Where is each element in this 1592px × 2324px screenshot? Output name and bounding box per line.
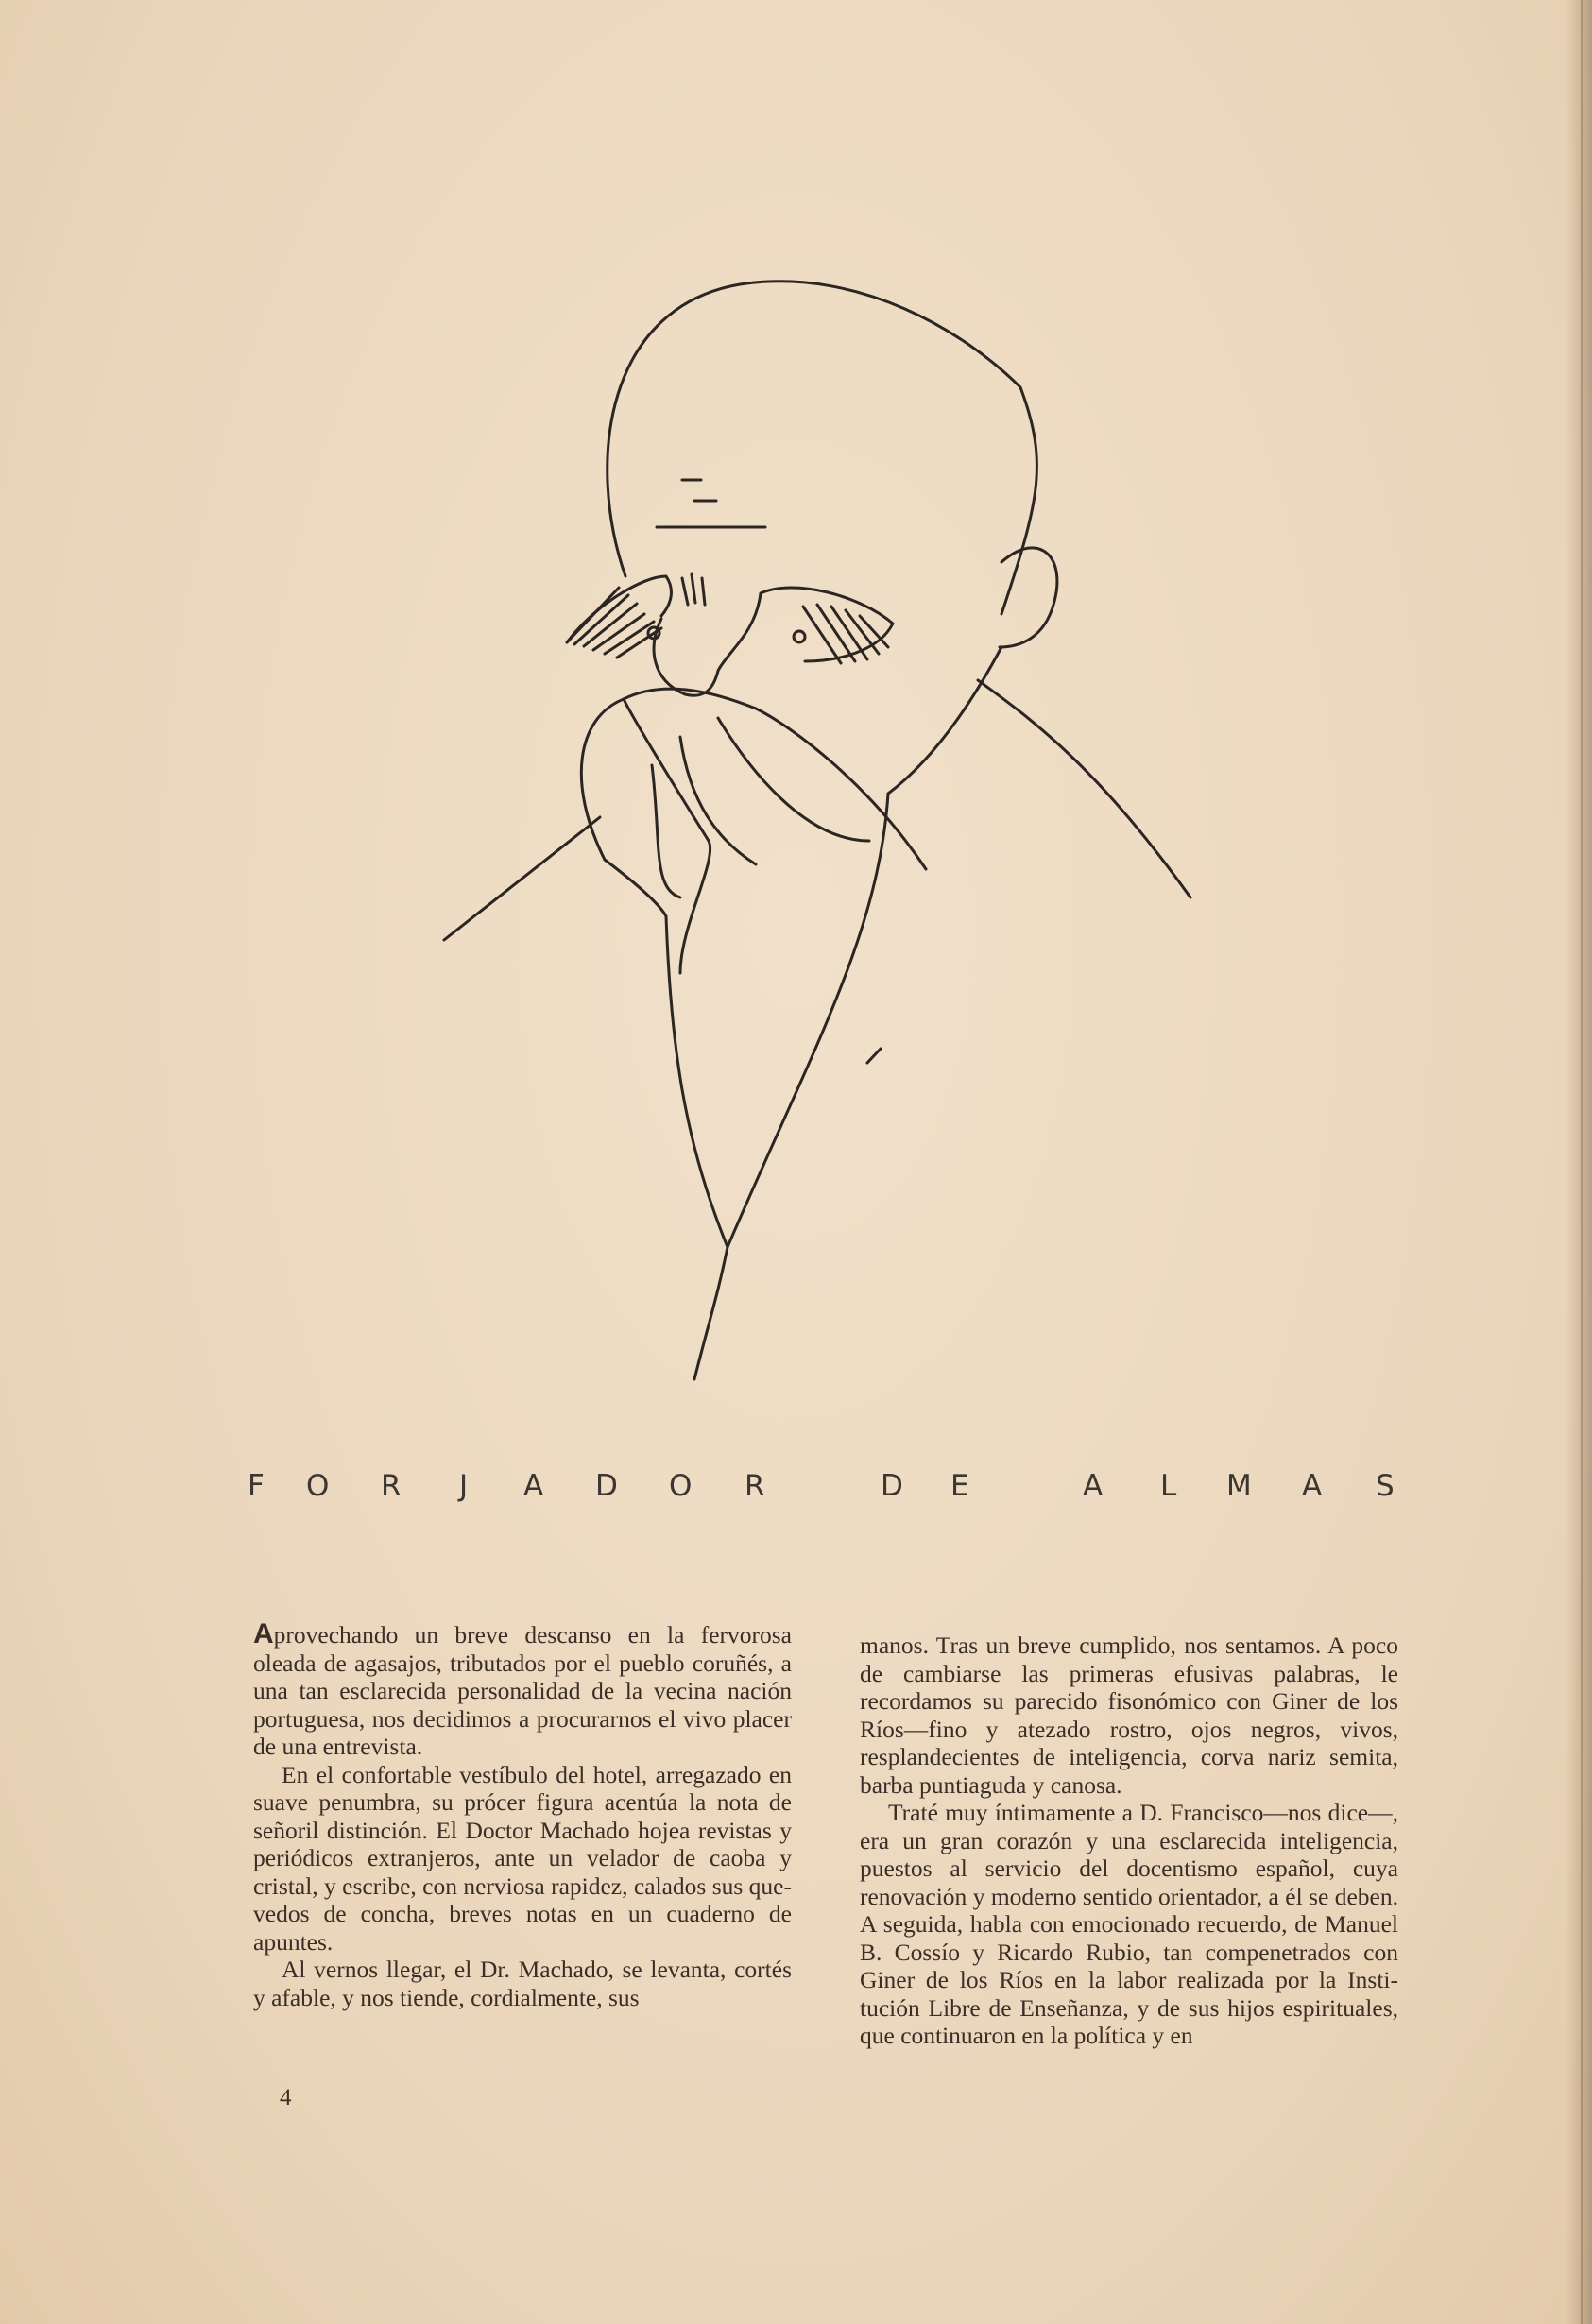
- title-letter: R: [381, 1469, 402, 1503]
- nose-lines: [682, 574, 705, 605]
- title-letter: R: [745, 1469, 765, 1503]
- nose: [654, 593, 761, 695]
- beard-strands: [652, 709, 926, 897]
- paragraph: En el confortable vestíbulo del hotel, arregazado en suave penumbra, su prócer figura acentúa la nota de señoril distinción. El Doctor Machado hojea revistas y periódicos extranjeros, ante un velador de caoba y cristal, y escribe, con nerviosa rapidez, calados sus quevedos de concha, breves notas en un cuaderno de apuntes.: [253, 1760, 792, 1956]
- title-letter: D: [595, 1469, 618, 1503]
- paragraph: Traté muy íntimamente a D. Francisco—nos dice—, era un gran corazón y una esclarecida inteligencia, puestos al servicio del docentismo español, cuya renovación y moderno sentido orientador, a él se deben. A seguida, habla con emocionado recuerdo, de Manuel B. Cossío y Ricardo Rubio, tan compenetrados con Giner de los Ríos en la labor realizada por la Institución Libre de Enseñanza, y de sus hijos espirituales, que continuaron en la política y en: [860, 1799, 1398, 2049]
- paragraph: manos. Tras un breve cumplido, nos sentamos. A poco de cambiarse las primeras efusivas palabras, le recordamos su parecido fisonómico con Giner de los Ríos—fino y atezado rostro, ojos negros, vivos, resplandecientes de inteligencia, corva nariz semita, barba puntiaguda y canosa.: [860, 1632, 1398, 1799]
- title-letter: O: [669, 1469, 693, 1503]
- right-column: [860, 1632, 1398, 2050]
- title-letter: F: [248, 1469, 265, 1503]
- right-eye: [794, 631, 805, 642]
- right-eyebrow: [761, 588, 893, 661]
- title-letter: O: [306, 1469, 330, 1503]
- title-letter: A: [1302, 1469, 1323, 1503]
- title-letter: S: [1376, 1469, 1395, 1503]
- left-column: [253, 1620, 792, 2011]
- title-letter: L: [1160, 1469, 1177, 1503]
- page-edge-shadow: [1566, 0, 1592, 2324]
- title-letter: E: [950, 1469, 969, 1503]
- tick-mark: [867, 1049, 881, 1063]
- paragraph: Al vernos llegar, el Dr. Machado, se levanta, cortés y afable, y nos tiende, cordialmente, sus: [253, 1956, 792, 2011]
- left-shoulder: [444, 817, 600, 940]
- article-title: [248, 1469, 1400, 1516]
- page-edge-line: [1581, 0, 1583, 2324]
- body-right: [694, 794, 888, 1379]
- caricature-illustration: [435, 274, 1209, 1408]
- drop-cap: A: [253, 1618, 274, 1649]
- title-letter: J: [459, 1469, 469, 1503]
- head-outline: [608, 282, 1037, 614]
- body-left: [666, 916, 728, 1247]
- title-letter: A: [1083, 1469, 1104, 1503]
- title-letter: M: [1226, 1469, 1252, 1503]
- cheek: [888, 647, 1001, 794]
- title-letter: A: [523, 1469, 544, 1503]
- paragraph: Aprovechando un breve descanso en la fervorosa oleada de agasajos, tributados por el pueblo coruñés, a una tan esclarecida personalidad de la vecina nación portuguesa, nos decidimos a procurarnos el vivo placer de una entrevista.: [253, 1618, 792, 1760]
- page-number: 4: [280, 2085, 292, 2110]
- title-letter: D: [881, 1469, 903, 1503]
- right-shoulder: [978, 680, 1190, 897]
